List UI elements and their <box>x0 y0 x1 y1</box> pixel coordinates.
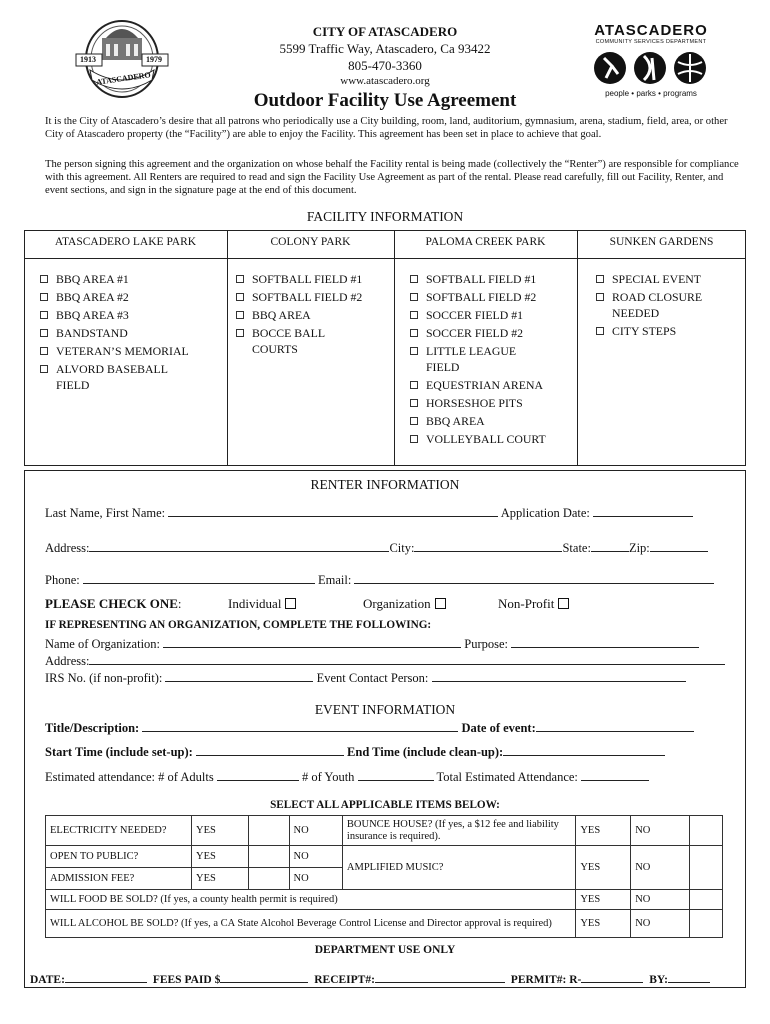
facility-option[interactable] <box>40 324 189 342</box>
city-name: CITY OF ATASCADERO <box>312 24 458 39</box>
amplified-label: AMPLIFIED MUSIC? <box>342 846 575 890</box>
facility-checkbox[interactable] <box>596 275 604 283</box>
nonprofit-checkbox[interactable] <box>558 598 569 609</box>
facility-option-label: FIELD <box>426 360 460 374</box>
total-label: Total Estimated Attendance: <box>436 770 578 784</box>
state-field[interactable] <box>591 539 629 552</box>
facility-checkbox[interactable] <box>410 435 418 443</box>
purpose-label: Purpose: <box>464 637 509 651</box>
start-field[interactable] <box>196 743 344 756</box>
facility-option-label: BBQ AREA <box>426 414 485 428</box>
facility-checkbox[interactable] <box>410 417 418 425</box>
individual-option[interactable] <box>228 596 296 612</box>
adults-label: Estimated attendance: # of Adults <box>45 770 214 784</box>
facility-checkbox[interactable] <box>40 311 48 319</box>
facility-option[interactable] <box>236 306 362 324</box>
facility-option[interactable] <box>410 306 546 324</box>
org-address-field[interactable] <box>89 652 725 665</box>
facility-option[interactable] <box>40 306 189 324</box>
facility-checkbox[interactable] <box>410 293 418 301</box>
facility-option-label: LITTLE LEAGUE <box>426 344 517 358</box>
name-field[interactable] <box>168 504 498 517</box>
city-address: 5599 Traffic Way, Atascadero, Ca 93422 <box>279 41 491 56</box>
org-name-field[interactable] <box>163 635 461 648</box>
facility-option-label: BBQ AREA #1 <box>56 272 129 286</box>
amplified-yes[interactable]: YES <box>576 846 631 890</box>
amplified-check[interactable] <box>689 846 722 890</box>
facility-checkbox[interactable] <box>410 275 418 283</box>
facility-checkbox[interactable] <box>236 311 244 319</box>
facility-divider <box>227 230 228 466</box>
attendance-row <box>45 768 649 785</box>
renter-address-row <box>45 539 708 556</box>
end-label: End Time (include clean-up): <box>347 745 504 759</box>
facility-option <box>596 304 702 322</box>
facility-option-label: BBQ AREA <box>252 308 311 322</box>
electricity-yes[interactable]: YES <box>191 816 248 846</box>
alcohol-no[interactable]: NO <box>631 910 690 938</box>
facility-options-col2 <box>410 270 546 448</box>
permit-label: PERMIT#: R- <box>510 974 582 986</box>
app-date-label: Application Date: <box>500 506 590 520</box>
facility-divider <box>577 230 578 466</box>
open-public-yes[interactable]: YES <box>191 846 248 868</box>
org-address-label: Address: <box>45 654 90 668</box>
intro-paragraph-1: It is the City of Atascadero’s desire that all patrons who periodically use a City building, room, land, auditorium, gymnasium, arena, stadium, field, area, or other City of Atascadero property (the “Facility”) are able to enjoy the Facility. This agreement has been set in place to achieve that goal. <box>45 116 728 140</box>
event-desc-row <box>45 719 694 736</box>
facility-option[interactable] <box>410 412 546 430</box>
admission-no[interactable]: NO <box>289 868 342 890</box>
facility-option-label: FIELD <box>56 378 90 392</box>
facility-option-label: VOLLEYBALL COURT <box>426 432 546 446</box>
facility-option-label: SOCCER FIELD #1 <box>426 308 524 322</box>
logo-sports-icon <box>592 50 710 88</box>
event-time-row <box>45 743 665 760</box>
facility-option <box>236 340 362 358</box>
total-field[interactable] <box>581 768 649 781</box>
csd-logo <box>586 22 716 102</box>
facility-option-label: BANDSTAND <box>56 326 128 340</box>
renter-phone-row <box>45 571 714 588</box>
facility-option[interactable] <box>410 430 546 448</box>
facility-option-label: SOFTBALL FIELD #1 <box>426 272 537 286</box>
contact-label: Event Contact Person: <box>316 671 429 685</box>
facility-checkbox[interactable] <box>410 329 418 337</box>
event-date-field[interactable] <box>536 719 694 732</box>
organization-label: Organization <box>363 596 431 611</box>
nonprofit-option[interactable] <box>498 596 569 612</box>
city-label: City: <box>389 541 415 555</box>
electricity-no[interactable]: NO <box>289 816 342 846</box>
facility-checkbox[interactable] <box>596 293 604 301</box>
facility-option-label: BOCCE BALL <box>252 326 326 340</box>
start-label: Start Time (include set-up): <box>45 745 193 759</box>
dept-use-title: DEPARTMENT USE ONLY <box>314 944 456 956</box>
facility-checkbox[interactable] <box>410 381 418 389</box>
facility-checkbox[interactable] <box>236 293 244 301</box>
organization-checkbox[interactable] <box>435 598 446 609</box>
food-yes[interactable]: YES <box>576 890 631 910</box>
admission-label: ADMISSION FEE? <box>46 868 192 890</box>
alcohol-check[interactable] <box>689 910 722 938</box>
food-check[interactable] <box>689 890 722 910</box>
permit-field[interactable] <box>581 970 643 983</box>
admission-yes-check[interactable] <box>248 868 289 890</box>
facility-option-label: SOFTBALL FIELD #2 <box>426 290 537 304</box>
facility-option-label: COURTS <box>252 342 298 356</box>
youth-field[interactable] <box>358 768 434 781</box>
facility-option[interactable] <box>410 376 546 394</box>
electricity-label: ELECTRICITY NEEDED? <box>46 816 192 846</box>
renter-section-title: RENTER INFORMATION <box>310 477 460 492</box>
logo-name: ATASCADERO <box>594 22 708 39</box>
facility-option-label: NEEDED <box>612 306 660 320</box>
desc-field[interactable] <box>142 719 458 732</box>
org-address-row <box>45 652 725 669</box>
facility-option-label: SPECIAL EVENT <box>612 272 702 286</box>
check-one-colon: : <box>177 596 182 611</box>
receipt-label: RECEIPT#: <box>314 974 375 986</box>
facility-option-label: BBQ AREA #3 <box>56 308 129 322</box>
nonprofit-label: Non-Profit <box>498 596 555 611</box>
alcohol-yes[interactable]: YES <box>576 910 631 938</box>
logo-tagline: people • parks • programs <box>605 89 697 98</box>
bounce-no[interactable]: NO <box>631 816 690 846</box>
facility-option[interactable] <box>410 394 546 412</box>
facility-option[interactable] <box>40 342 189 360</box>
purpose-field[interactable] <box>511 635 699 648</box>
org-name-label: Name of Organization: <box>45 637 161 651</box>
by-field[interactable] <box>668 970 710 983</box>
facility-checkbox[interactable] <box>40 365 48 373</box>
page-title: Outdoor Facility Use Agreement <box>253 90 517 111</box>
check-one-row <box>45 596 182 612</box>
individual-checkbox[interactable] <box>285 598 296 609</box>
facility-divider <box>394 230 395 466</box>
facility-option[interactable] <box>236 288 362 306</box>
bounce-label: BOUNCE HOUSE? (If yes, a $12 fee and liability insurance is required). <box>342 816 575 846</box>
zip-field[interactable] <box>650 539 708 552</box>
phone-label: Phone: <box>45 573 80 587</box>
col-atascadero-lake-park: ATASCADERO LAKE PARK <box>54 236 197 248</box>
address-label: Address: <box>45 541 90 555</box>
facility-option-label: ALVORD BASEBALL <box>56 362 168 376</box>
city-field[interactable] <box>414 539 562 552</box>
seal-year-left: 1913 <box>80 55 96 64</box>
name-label: Last Name, First Name: <box>45 506 166 520</box>
email-field[interactable] <box>354 571 714 584</box>
facility-option <box>40 376 189 394</box>
facility-option[interactable] <box>236 270 362 288</box>
facility-option-label: EQUESTRIAN ARENA <box>426 378 543 392</box>
facility-checkbox[interactable] <box>410 311 418 319</box>
facility-options-col0 <box>40 270 189 394</box>
col-colony-park: COLONY PARK <box>270 236 351 248</box>
dept-use-row <box>30 970 710 986</box>
adults-field[interactable] <box>217 768 299 781</box>
amplified-no[interactable]: NO <box>631 846 690 890</box>
bounce-check[interactable] <box>689 816 722 846</box>
facility-option-label: CITY STEPS <box>612 324 677 338</box>
facility-options-col3 <box>596 270 702 340</box>
dept-date-field[interactable] <box>65 970 147 983</box>
desc-label: Title/Description: <box>45 721 140 735</box>
irs-row <box>45 669 686 686</box>
facility-option-label: SOFTBALL FIELD #2 <box>252 290 363 304</box>
food-label: WILL FOOD BE SOLD? (If yes, a county health permit is required) <box>46 890 576 910</box>
facility-option[interactable] <box>596 322 702 340</box>
food-no[interactable]: NO <box>631 890 690 910</box>
phone-field[interactable] <box>83 571 315 584</box>
open-public-yes-check[interactable] <box>248 846 289 868</box>
zip-label: Zip: <box>628 541 650 555</box>
facility-checkbox[interactable] <box>40 275 48 283</box>
address-field[interactable] <box>89 539 389 552</box>
bounce-yes[interactable]: YES <box>576 816 631 846</box>
organization-option[interactable] <box>363 596 446 612</box>
facility-options-col1 <box>236 270 362 358</box>
open-public-label: OPEN TO PUBLIC? <box>46 846 192 868</box>
facility-option-label: HORSESHOE PITS <box>426 396 523 410</box>
irs-field[interactable] <box>165 669 313 682</box>
intro-paragraph-2: The person signing this agreement and the organization on whose behalf the Facility rental is being made (collectively the “Renter”) are responsible for compliance with this agreement. All Renters are required to read and sign the Facility Use Agreement as part of the rental. Please read carefully, fill out Facility, Renter, and event sections, and sign in the signature page at the end of this document. <box>45 159 739 196</box>
event-section-title: EVENT INFORMATION <box>314 702 456 717</box>
facility-checkbox[interactable] <box>410 347 418 355</box>
individual-label: Individual <box>228 596 282 611</box>
facility-option[interactable] <box>596 270 702 288</box>
facility-option-label: VETERAN’S MEMORIAL <box>56 344 189 358</box>
org-heading: IF REPRESENTING AN ORGANIZATION, COMPLETE THE FOLLOWING: <box>45 619 432 631</box>
facility-option[interactable] <box>40 288 189 306</box>
app-date-field[interactable] <box>593 504 693 517</box>
facility-option-label: ROAD CLOSURE <box>612 290 703 304</box>
facility-option <box>410 358 546 376</box>
col-paloma-creek-park: PALOMA CREEK PARK <box>425 236 546 248</box>
city-website: www.atascadero.org <box>340 75 430 87</box>
email-label: Email: <box>317 573 352 587</box>
end-field[interactable] <box>503 743 665 756</box>
event-date-label: Date of event: <box>461 721 536 735</box>
youth-label: # of Youth <box>301 770 355 784</box>
org-name-row <box>45 635 699 652</box>
state-label: State: <box>562 541 591 555</box>
open-public-no[interactable]: NO <box>289 846 342 868</box>
seal-year-right: 1979 <box>146 55 162 64</box>
seal-name: ATASCADERO <box>95 70 152 87</box>
facility-option[interactable] <box>410 288 546 306</box>
facility-checkbox[interactable] <box>40 293 48 301</box>
facility-option[interactable] <box>410 270 546 288</box>
alcohol-label: WILL ALCOHOL BE SOLD? (If yes, a CA State Alcohol Beverage Control License and Director approval is required) <box>46 910 576 938</box>
facility-option-label: BBQ AREA #2 <box>56 290 129 304</box>
facility-checkbox[interactable] <box>410 399 418 407</box>
dept-date-label: DATE: <box>30 974 65 986</box>
facility-option[interactable] <box>410 324 546 342</box>
facility-checkbox[interactable] <box>40 329 48 337</box>
electricity-yes-check[interactable] <box>248 816 289 846</box>
by-label: BY: <box>649 974 669 986</box>
receipt-field[interactable] <box>375 970 505 983</box>
logo-subtitle: COMMUNITY SERVICES DEPARTMENT <box>595 39 707 45</box>
fees-field[interactable] <box>220 970 308 983</box>
renter-name-row <box>45 504 693 521</box>
facility-checkbox[interactable] <box>40 347 48 355</box>
contact-field[interactable] <box>432 669 686 682</box>
facility-checkbox[interactable] <box>236 329 244 337</box>
facility-option-label: SOCCER FIELD #2 <box>426 326 524 340</box>
fees-label: FEES PAID $ <box>152 974 221 986</box>
facility-checkbox[interactable] <box>236 275 244 283</box>
check-one-label: PLEASE CHECK ONE <box>45 596 178 611</box>
select-heading: SELECT ALL APPLICABLE ITEMS BELOW: <box>270 799 500 811</box>
facility-option-label: SOFTBALL FIELD #1 <box>252 272 363 286</box>
city-phone: 805-470-3360 <box>348 58 422 73</box>
facility-section-title: FACILITY INFORMATION <box>306 209 464 224</box>
irs-label: IRS No. (if non-profit): <box>45 671 163 685</box>
col-sunken-gardens: SUNKEN GARDENS <box>609 236 714 248</box>
facility-header-divider <box>24 258 746 259</box>
admission-yes[interactable]: YES <box>191 868 248 890</box>
items-table <box>45 815 723 938</box>
facility-checkbox[interactable] <box>596 327 604 335</box>
facility-option[interactable] <box>40 270 189 288</box>
